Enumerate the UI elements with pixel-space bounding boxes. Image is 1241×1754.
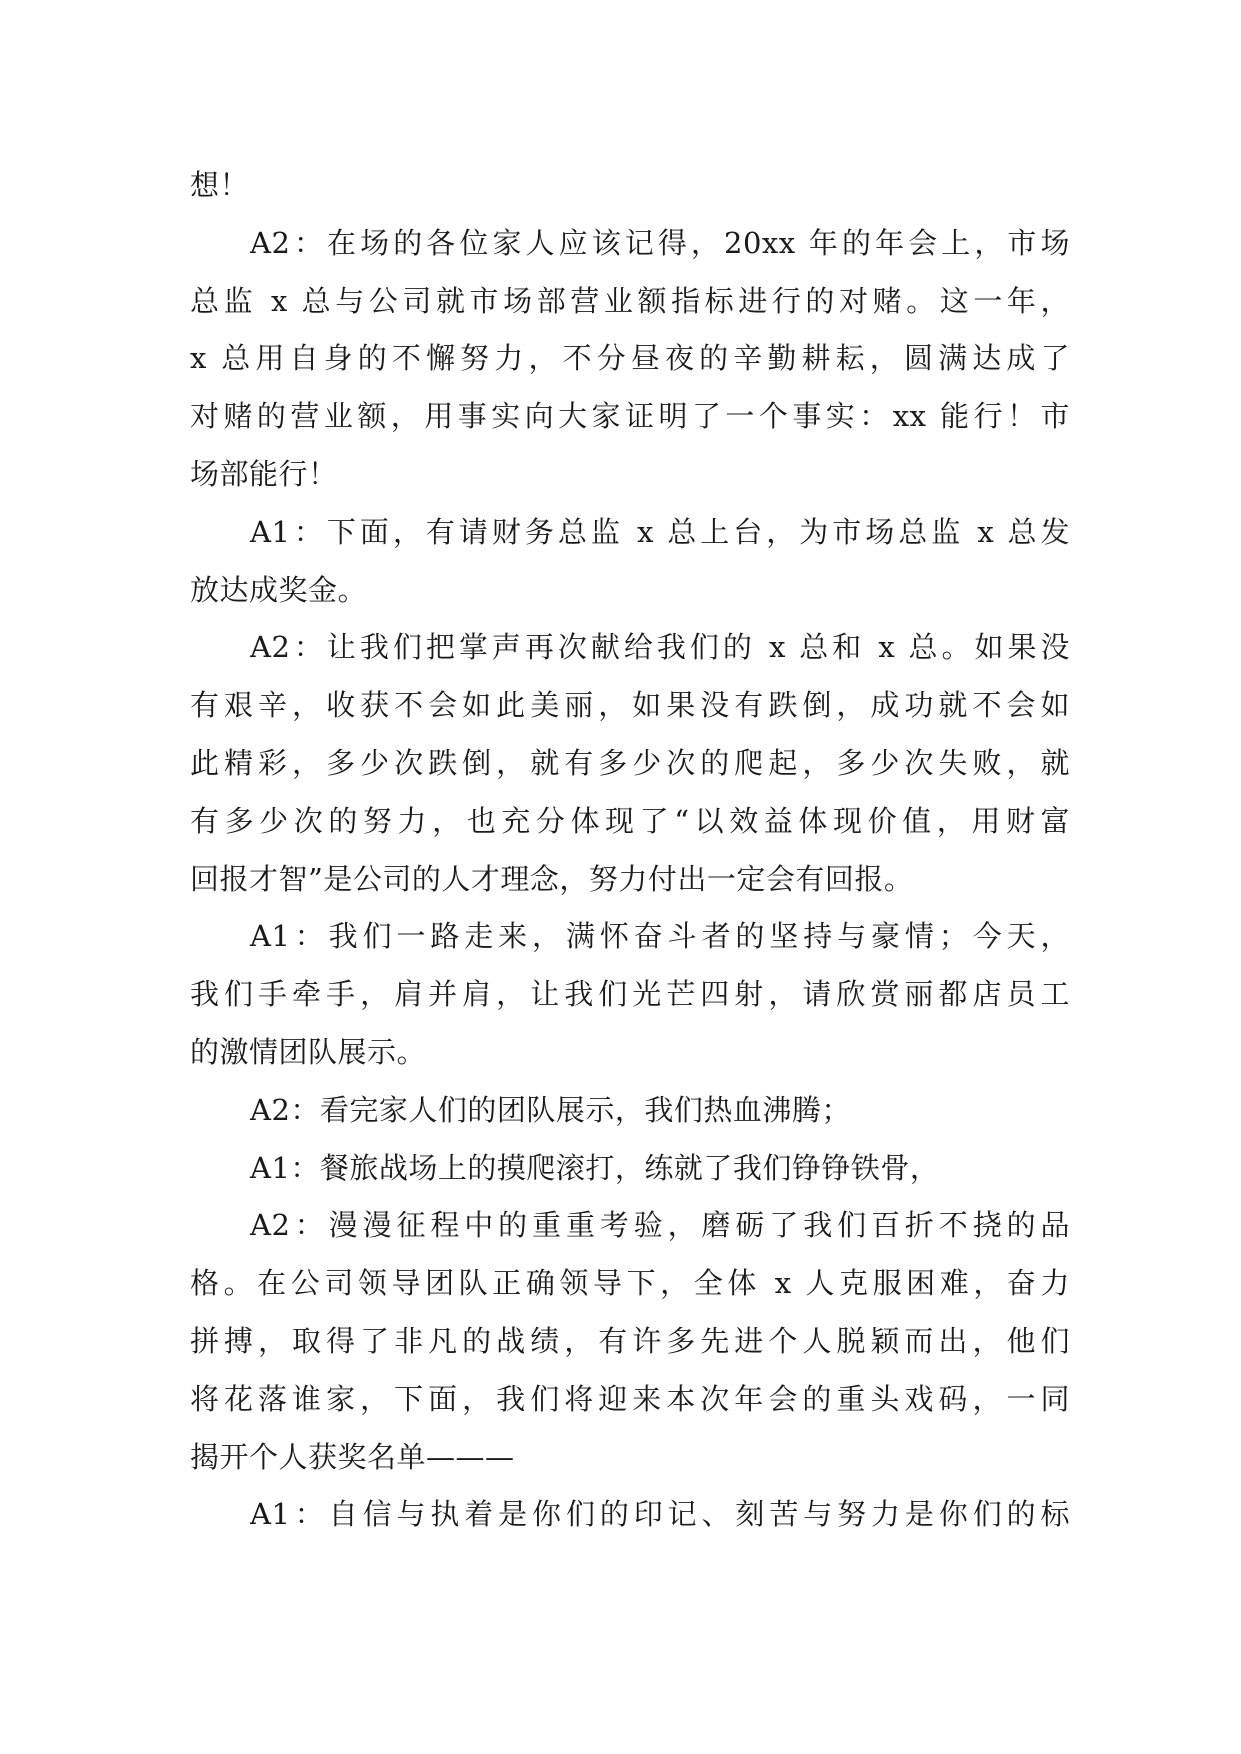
text-line: 有多少次的努力，也充分体现了“以效益体现价值，用财富 [190, 803, 1070, 838]
text-line: 场部能行！ [190, 456, 338, 491]
paragraph-first-line: A1：我们一路走来，满怀奋斗者的坚持与豪情；今天， [250, 919, 1070, 954]
text-line: 此精彩，多少次跌倒，就有多少次的爬起，多少次失败，就 [190, 745, 1070, 780]
text-line: 放达成奖金。 [190, 572, 368, 607]
text-line: 将花落谁家，下面，我们将迎来本次年会的重头戏码，一同 [190, 1381, 1070, 1416]
text-line: x 总用自身的不懈努力，不分昼夜的辛勤耕耘，圆满达成了 [190, 341, 1070, 376]
text-line: 的激情团队展示。 [190, 1034, 427, 1069]
text-line: 想！ [190, 168, 250, 202]
paragraph-first-line: A1：下面，有请财务总监 x 总上台，为市场总监 x 总发 [250, 514, 1070, 549]
paragraph-first-line: A2：漫漫征程中的重重考验，磨砺了我们百折不挠的品 [250, 1208, 1070, 1243]
paragraph-first-line: A2：在场的各位家人应该记得，20xx 年的年会上，市场 [250, 225, 1070, 260]
document-body [190, 157, 1070, 1544]
text-line: 回报才智”是公司的人才理念，努力付出一定会有回报。 [190, 861, 914, 896]
text-line: 揭开个人获奖名单——— [190, 1439, 515, 1474]
text-line: 对赌的营业额，用事实向大家证明了一个事实：xx 能行！市 [190, 399, 1070, 434]
text-line: 我们手牵手，肩并肩，让我们光芒四射，请欣赏丽都店员工 [190, 977, 1070, 1012]
text-line: 拼搏，取得了非凡的战绩，有许多先进个人脱颖而出，他们 [190, 1323, 1070, 1358]
text-line: 有艰辛，收获不会如此美丽，如果没有跌倒，成功就不会如 [190, 688, 1070, 723]
paragraph-first-line: A1：自信与执着是你们的印记、刻苦与努力是你们的标 [250, 1497, 1070, 1532]
paragraph-first-line: A1：餐旅战场上的摸爬滚打，练就了我们铮铮铁骨， [250, 1150, 940, 1185]
paragraph-first-line: A2：让我们把掌声再次献给我们的 x 总和 x 总。如果没 [250, 630, 1070, 665]
text-line: 总监 x 总与公司就市场部营业额指标进行的对赌。这一年， [190, 283, 1070, 318]
text-line: 格。在公司领导团队正确领导下，全体 x 人克服困难，奋力 [190, 1266, 1070, 1301]
paragraph-first-line: A2：看完家人们的团队展示，我们热血沸腾； [250, 1092, 851, 1127]
